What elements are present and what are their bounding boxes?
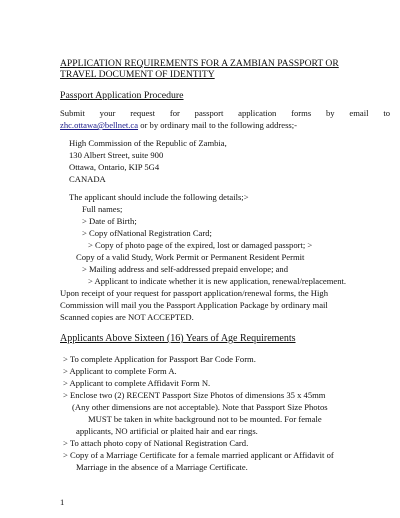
closing-line-1: Upon receipt of your request for passport application/renewal forms, the High — [60, 288, 328, 298]
address-line-1: High Commission of the Republic of Zambia, — [69, 138, 227, 148]
procedure-intro-line-2-rest: or by ordinary mail to the following address;- — [138, 120, 298, 130]
details-item-date-of-birth: > Date of Birth; — [82, 216, 137, 226]
requirements-heading: Applicants Above Sixteen (16) Years of Age Requirements — [60, 333, 296, 344]
details-item-permit-copy: Copy of a valid Study, Work Permit or Permanent Resident Permit — [76, 252, 305, 262]
procedure-heading: Passport Application Procedure — [60, 90, 184, 101]
details-item-application-type: > Applicant to indicate whether it is new application, renewal/replacement. — [88, 276, 347, 286]
page-number: 1 — [60, 497, 65, 507]
document-title-line-2: TRAVEL DOCUMENT OF IDENTITY — [60, 69, 215, 80]
requirement-nrc-photocopy: > To attach photo copy of National Registration Card. — [63, 438, 249, 448]
requirement-affidavit-form-n: > Applicant to complete Affidavit Form N. — [63, 378, 211, 388]
details-item-mailing-address: > Mailing address and self-addressed prepaid envelope; and — [82, 264, 289, 274]
details-intro: The applicant should include the following details;> — [69, 192, 249, 202]
requirement-bar-code-form: > To complete Application for Passport Bar Code Form. — [63, 354, 256, 364]
address-line-3: Ottawa, Ontario, KIP 5G4 — [69, 162, 160, 172]
requirement-photos-line-2: (Any other dimensions are not acceptable). Note that Passport Size Photos — [72, 402, 328, 412]
requirement-photos-line-3: MUST be taken in white background not to be mounted. For female — [88, 414, 322, 424]
requirement-photos-line-4: applicants, NO artificial or plaited hair and ear rings. — [76, 426, 258, 436]
email-link[interactable]: zhc.ottawa@bellnet.ca — [60, 120, 139, 130]
requirement-form-a: > Applicant to complete Form A. — [63, 366, 177, 376]
details-item-nrc-copy: > Copy ofNational Registration Card; — [82, 228, 212, 238]
address-line-4: CANADA — [69, 174, 106, 184]
details-item-photo-page: > Copy of photo page of the expired, lost or damaged passport; > — [88, 240, 313, 250]
details-item-full-names: Full names; — [82, 204, 123, 214]
requirement-photos-line-1: > Enclose two (2) RECENT Passport Size Photos of dimensions 35 x 45mm — [63, 390, 326, 400]
document-title-line-1: APPLICATION REQUIREMENTS FOR A ZAMBIAN PASSPORT OR — [60, 58, 339, 69]
closing-line-3: Scanned copies are NOT ACCEPTED. — [60, 312, 194, 322]
address-line-2: 130 Albert Street, suite 900 — [69, 150, 164, 160]
closing-line-2: Commission will mail you the Passport Application Package by ordinary mail — [60, 300, 328, 310]
requirement-marriage-line-1: > Copy of a Marriage Certificate for a female married applicant or Affidavit of — [63, 450, 334, 460]
procedure-intro-line-1: Submit your request for passport application forms by email to — [60, 108, 390, 118]
procedure-intro-line-2 — [60, 120, 297, 130]
requirement-marriage-line-2: Marriage in the absence of a Marriage Certificate. — [76, 462, 248, 472]
